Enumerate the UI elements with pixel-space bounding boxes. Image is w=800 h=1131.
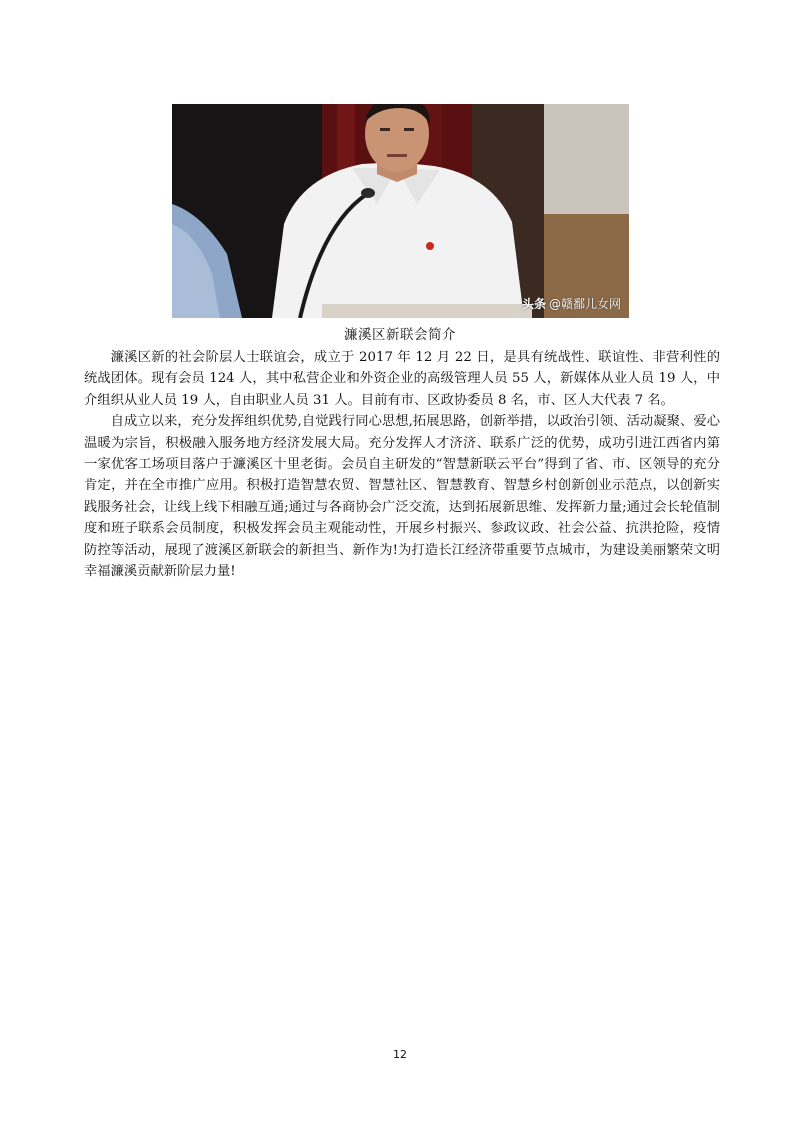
watermark-handle: @赣鄱儿女网	[548, 297, 621, 311]
photo-caption: 濂溪区新联会简介	[344, 327, 456, 343]
paragraph-intro: 濂溪区新的社会阶层人士联谊会，成立于 2017 年 12 月 22 日，是具有统战性、联谊性、非营利性的统战团体。现有会员 124 人，其中私营企业和外资企业的高级管理人员 55 人，新媒体从业人员 19 人，中介组织从业人员 19 人，自由职业人员 31 人。目前有市、区政协委员 8 名，市、区人大代表 7 名。	[84, 350, 720, 408]
body-text	[84, 347, 720, 582]
photo-watermark	[522, 295, 621, 312]
speaker-photo-drawing	[172, 104, 629, 318]
page-number: 12	[393, 1048, 407, 1061]
speaker-photo	[172, 104, 629, 318]
watermark-brand: 头条	[521, 297, 546, 311]
paragraph-achievements: 自成立以来，充分发挥组织优势,自觉践行同心思想,拓展思路，创新举措，以政治引领、活动凝聚、爱心温暖为宗旨，积极融入服务地方经济发展大局。充分发挥人才济济、联系广泛的优势，成功引进江西省内第一家优客工场项目落户于濂溪区十里老街。会员自主研发的“智慧新联云平台”得到了省、市、区领导的充分肯定，并在全市推广应用。积极打造智慧农贸、智慧社区、智慧教育、智慧乡村创新创业示范点，以创新实践服务社会，让线上线下相融互通;通过与各商协会广泛交流，达到拓展新思维、发挥新力量;通过会长轮值制度和班子联系会员制度，积极发挥会员主观能动性，开展乡村振兴、参政议政、社会公益、抗洪抢险，疫情防控等活动，展现了渡溪区新联会的新担当、新作为!为打造长江经济带重要节点城市，为建设美丽繁荣文明幸福濂溪贡献新阶层力量!	[84, 414, 720, 580]
